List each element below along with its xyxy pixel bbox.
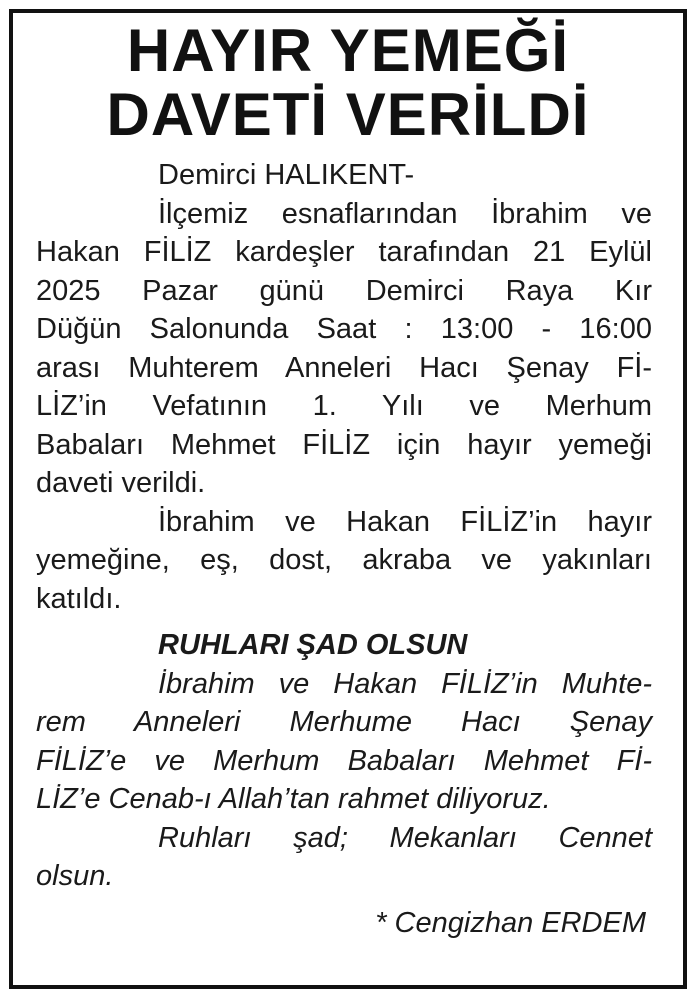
paragraph-1-line: daveti verildi.: [36, 467, 206, 499]
paragraph-1-line: arası Muhterem Anneleri Hacı Şenay Fİ-: [36, 351, 652, 384]
dateline: Demirci HALIKENT-: [158, 159, 415, 191]
paragraph-2-line: İbrahim ve Hakan FİLİZ’in hayır: [158, 505, 652, 538]
subheading: RUHLARI ŞAD OLSUN: [158, 629, 468, 661]
paragraph-3-line: rem Anneleri Merhume Hacı Şenay: [36, 706, 652, 738]
paragraph-1-line: Düğün Salonunda Saat : 13:00 - 16:00: [36, 313, 652, 345]
paragraph-4-line: olsun.: [36, 860, 114, 892]
paragraph-3-line: İbrahim ve Hakan FİLİZ’in Muhte-: [158, 667, 652, 700]
paragraph-1-line: Babaları Mehmet FİLİZ için hayır yemeği: [36, 428, 652, 461]
spacer: [36, 618, 652, 626]
paragraph-1-line: LİZ’in Vefatının 1. Yılı ve Merhum: [36, 390, 652, 422]
paragraph-2-line: yemeğine, eş, dost, akraba ve yakınları: [36, 544, 652, 576]
headline-line-2: DAVETİ VERİLDİ: [106, 81, 590, 148]
paragraph-3-line: FİLİZ’e ve Merhum Babaları Mehmet Fİ-: [36, 744, 652, 777]
headline-line-1: HAYIR YEMEĞİ: [126, 17, 570, 84]
paragraph-1-line: Hakan FİLİZ kardeşler tarafından 21 Eylül: [36, 236, 652, 268]
paragraph-3-line: LİZ’e Cenab-ı Allah’tan rahmet diliyoruz.: [36, 783, 551, 815]
paragraph-2-line: katıldı.: [36, 582, 122, 615]
paragraph-1-line: İlçemiz esnaflarından İbrahim ve: [158, 197, 652, 230]
article-body: [36, 156, 652, 942]
paragraph-1-line: 2025 Pazar günü Demirci Raya Kır: [36, 274, 652, 307]
signature: * Cengizhan ERDEM: [375, 906, 646, 939]
paragraph-4-line: Ruhları şad; Mekanları Cennet: [158, 821, 652, 854]
